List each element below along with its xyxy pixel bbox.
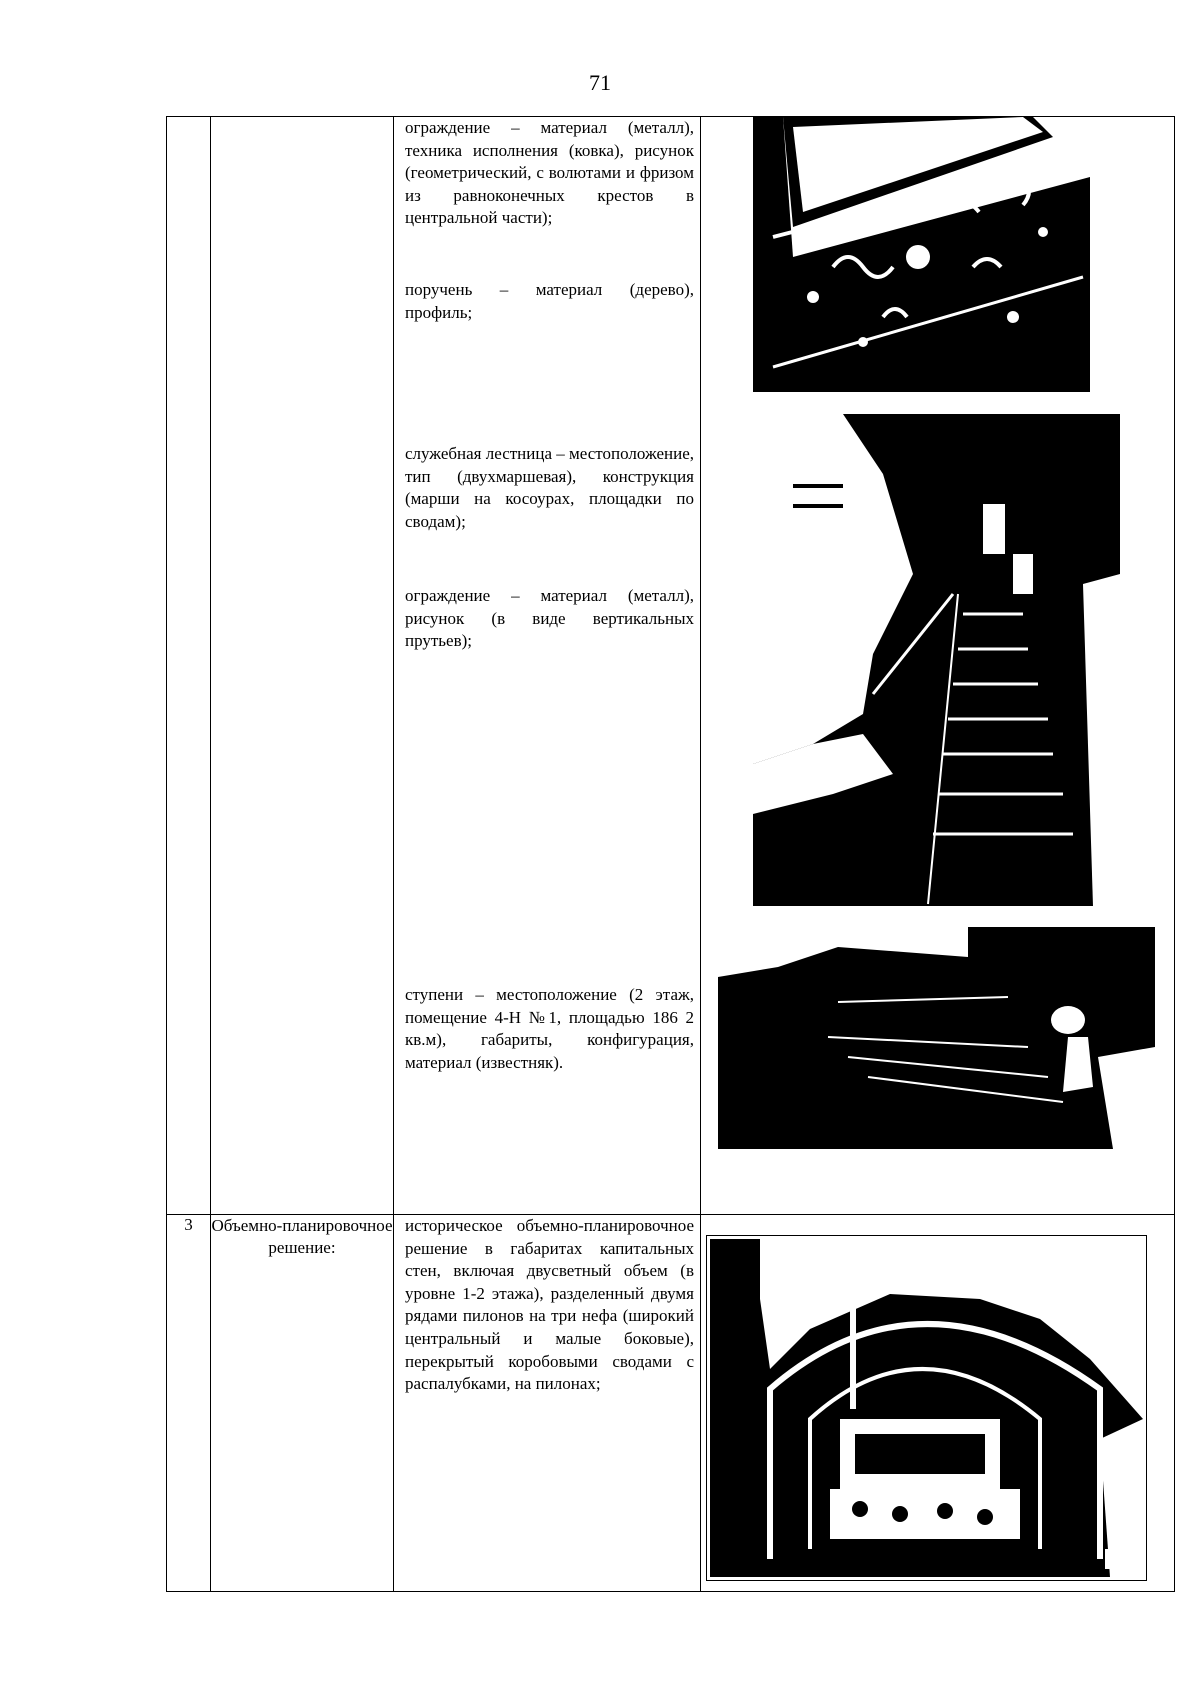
photo-forged-railing <box>753 117 1090 392</box>
description-paragraph: историческое объемно-планировочное решение в габаритах капитальных стен, включая двусветный объем (в уровне 1-2 этажа), разделенный двумя рядами пилонов на три нефа (широкий центральный и малые боковые), перекрытый коробовыми сводами с распалубками, на пилонах; <box>405 1216 694 1394</box>
row-name <box>211 117 394 1215</box>
description-cell <box>394 1215 701 1592</box>
photo-cell <box>701 1215 1175 1592</box>
description-paragraph: служебная лестница – местоположение, тип (двухмаршевая), конструкция (марши на косоурах, площадки по сводам); <box>405 444 694 531</box>
table-row <box>167 117 1175 1215</box>
photo-cell <box>701 117 1175 1215</box>
description-paragraph: ограждение – материал (металл), техника исполнения (ковка), рисунок (геометрический, с волютами и фризом из равноконечных крестов в центральной части); <box>405 118 694 228</box>
row-number <box>167 117 211 1215</box>
photo-vaulted-hall <box>710 1239 1143 1577</box>
description-paragraph: ступени – местоположение (2 этаж, помещение 4-Н №1, площадью 186 2 кв.м), габариты, конфигурация, материал (известняк). <box>405 985 694 1072</box>
photo-service-staircase <box>753 414 1120 906</box>
description-cell <box>394 117 701 1215</box>
description-paragraph: поручень – материал (дерево), профиль; <box>405 280 694 322</box>
description-paragraph: ограждение – материал (металл), рисунок (в виде вертикальных прутьев); <box>405 586 694 651</box>
page-number: 71 <box>589 70 611 95</box>
protected-elements-table <box>166 116 1175 1592</box>
photo-limestone-steps <box>718 927 1155 1149</box>
row-number: 3 <box>167 1215 211 1592</box>
row-name: Объемно-планировочное решение: <box>211 1215 394 1592</box>
table-row <box>167 1215 1175 1592</box>
